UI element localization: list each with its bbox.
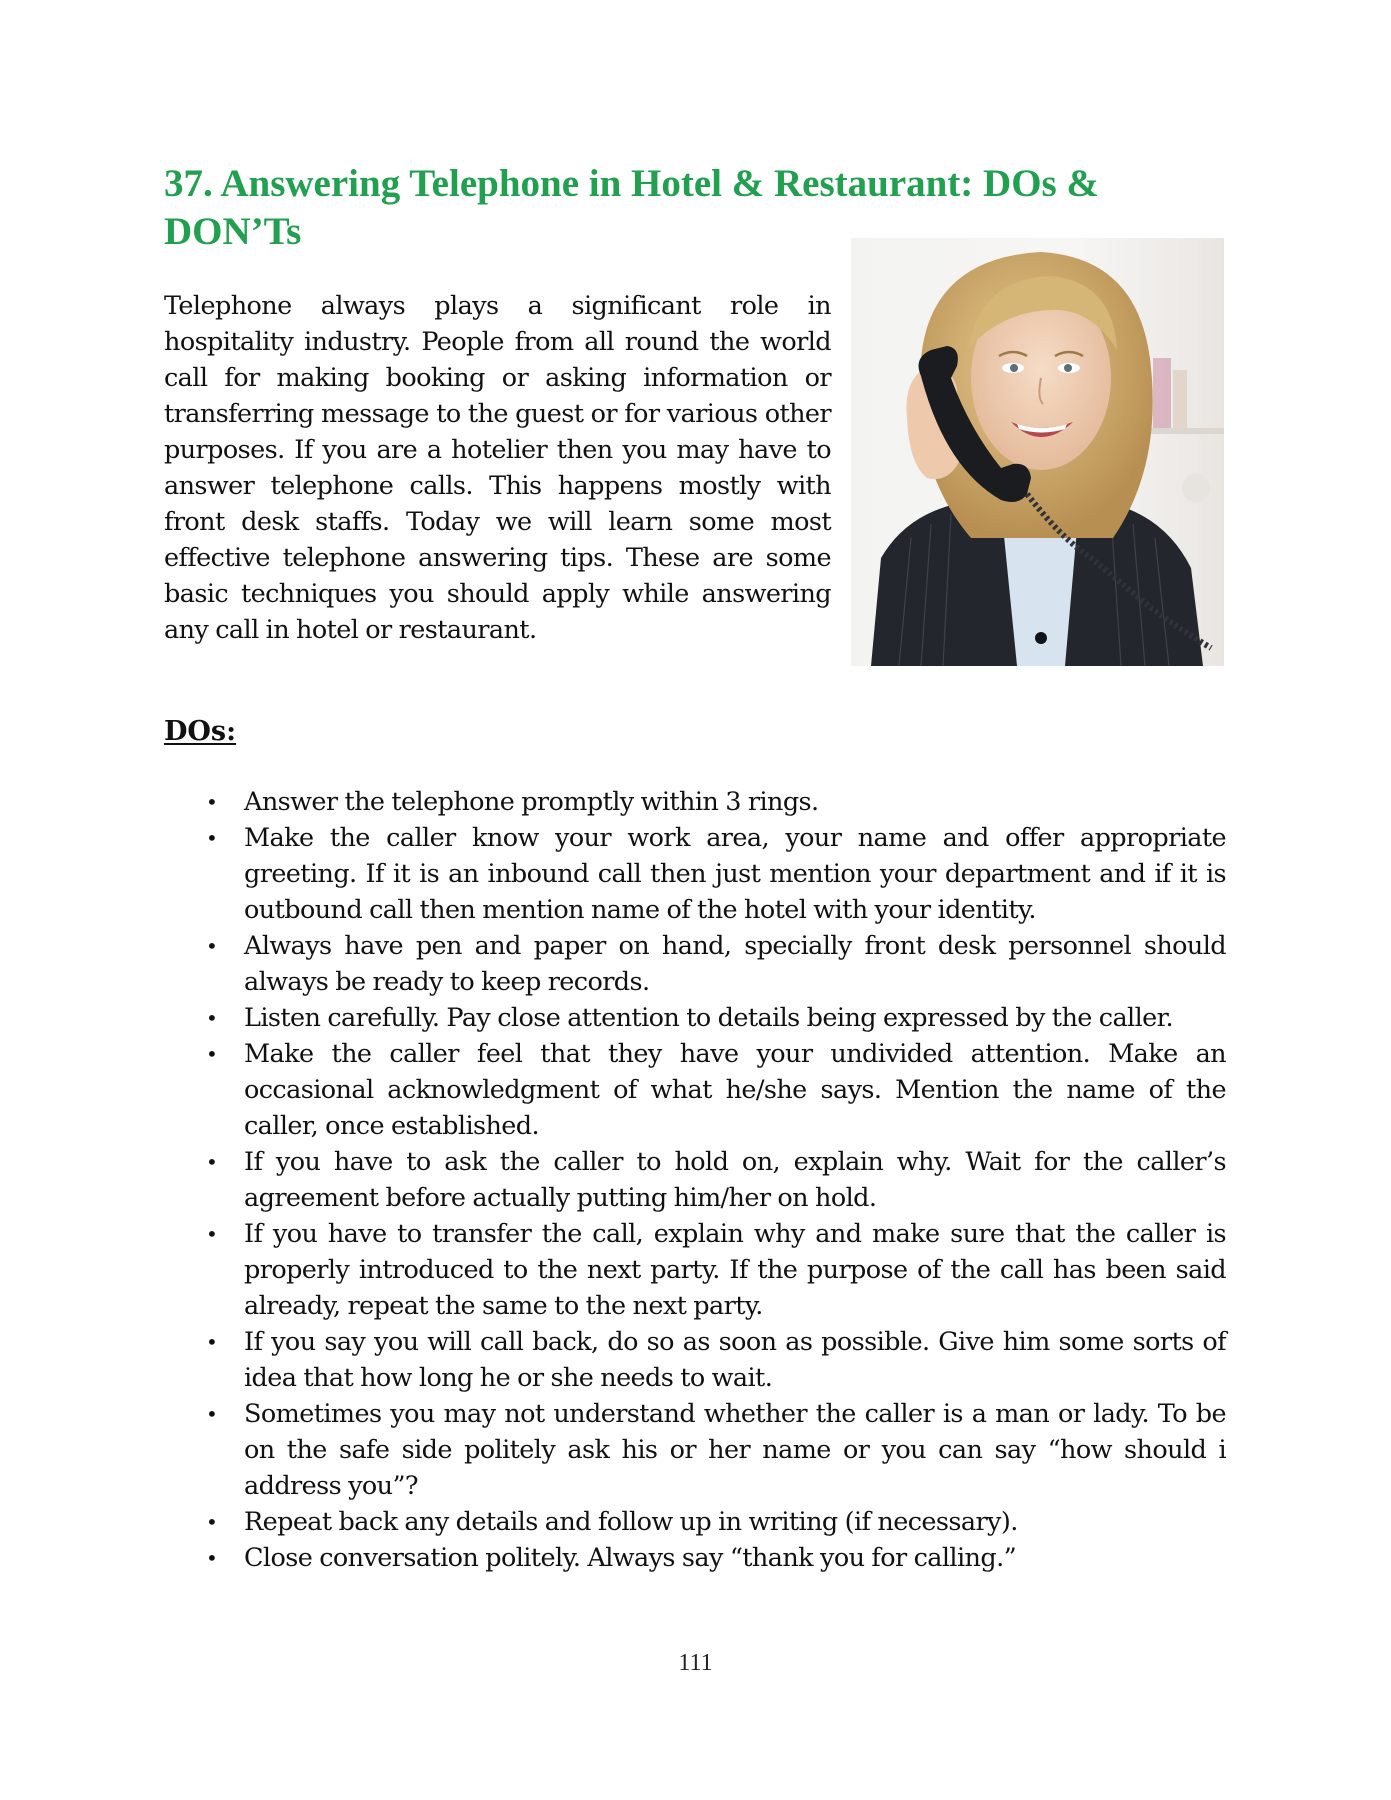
bullet-icon: •	[206, 934, 218, 958]
bullet-icon: •	[206, 1222, 218, 1246]
list-item	[164, 1144, 1226, 1216]
bullet-icon: •	[206, 826, 218, 850]
woman-on-telephone-photo	[851, 238, 1224, 666]
bullet-icon: •	[206, 1330, 218, 1354]
list-item	[164, 1504, 1226, 1540]
bullet-icon: •	[206, 1006, 218, 1030]
intro-paragraph: Telephone always plays a significant role in hospitality industry. People from all round the world call for making booking or asking information or transferring message to the guest or for various other purposes. If you are a hotelier then you may have to answer telephone calls. This happens mostly with front desk staffs. Today we will learn some most effective telephone answering tips. These are some basic techniques you should apply while answering any call in hotel or restaurant.	[164, 291, 831, 645]
list-item	[164, 928, 1226, 1000]
list-item-text: Sometimes you may not understand whether the caller is a man or lady. To be on the safe side politely ask his or her name or you can say “how should i address you”?	[244, 1399, 1226, 1501]
bullet-icon: •	[206, 790, 218, 814]
list-item	[164, 784, 1226, 820]
bullet-icon: •	[206, 1510, 218, 1534]
list-item-text: If you have to transfer the call, explain why and make sure that the caller is properly introduced to the next party. If the purpose of the call has been said already, repeat the same to the next party.	[244, 1219, 1226, 1321]
list-item-text: Make the caller feel that they have your undivided attention. Make an occasional acknowledgment of what he/she says. Mention the name of the caller, once established.	[244, 1039, 1226, 1141]
dos-list	[164, 784, 1226, 1576]
list-item-text: Always have pen and paper on hand, specially front desk personnel should always be ready to keep records.	[244, 931, 1226, 997]
list-item	[164, 820, 1226, 928]
list-item	[164, 1000, 1226, 1036]
list-item	[164, 1324, 1226, 1396]
bullet-icon: •	[206, 1546, 218, 1570]
list-item	[164, 1540, 1226, 1576]
list-item-text: Listen carefully. Pay close attention to details being expressed by the caller.	[244, 1003, 1173, 1033]
list-item-text: Repeat back any details and follow up in writing (if necessary).	[244, 1507, 1018, 1537]
page-title: 37. Answering Telephone in Hotel & Restaurant: DOs & DON’Ts	[164, 162, 1099, 253]
bullet-icon: •	[206, 1042, 218, 1066]
dos-heading: DOs:	[164, 716, 237, 747]
list-item	[164, 1216, 1226, 1324]
bullet-icon: •	[206, 1150, 218, 1174]
page-number: 111	[678, 1650, 713, 1676]
list-item-text: If you say you will call back, do so as soon as possible. Give him some sorts of idea that how long he or she needs to wait.	[244, 1327, 1226, 1393]
bullet-icon: •	[206, 1402, 218, 1426]
list-item	[164, 1396, 1226, 1504]
list-item-text: Close conversation politely. Always say “thank you for calling.”	[244, 1543, 1017, 1573]
list-item	[164, 1036, 1226, 1144]
list-item-text: Answer the telephone promptly within 3 rings.	[244, 787, 819, 817]
list-item-text: Make the caller know your work area, your name and offer appropriate greeting. If it is an inbound call then just mention your department and if it is outbound call then mention name of the hotel with your identity.	[244, 823, 1226, 925]
list-item-text: If you have to ask the caller to hold on, explain why. Wait for the caller’s agreement before actually putting him/her on hold.	[244, 1147, 1226, 1213]
